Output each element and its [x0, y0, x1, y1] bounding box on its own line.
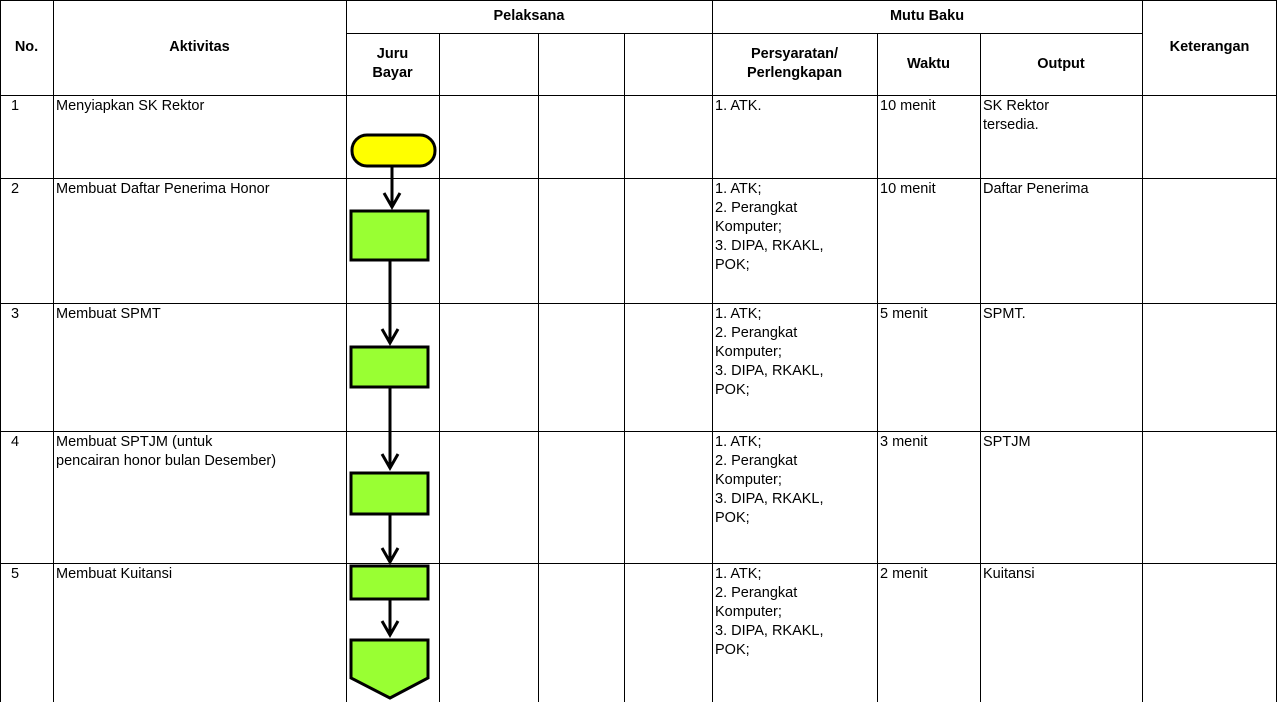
row-5-output: Kuitansi [983, 566, 1035, 582]
row-1-activity: Menyiapkan SK Rektor [56, 98, 205, 114]
process-box-step-4 [351, 473, 428, 514]
requirement-item: 1. ATK; [715, 181, 762, 197]
off-page-connector [351, 640, 428, 698]
requirement-item: 2. Perangkat Komputer; [715, 325, 798, 360]
row-2-no: 2 [11, 181, 20, 197]
header-quality-group: Mutu Baku [889, 8, 965, 24]
header-executor-juru-bayar: Juru Bayar [372, 46, 413, 81]
requirement-item: 3. DIPA, RKAKL, POK; [715, 363, 824, 398]
process-box-step-5 [351, 566, 428, 599]
header-time: Waktu [907, 55, 950, 72]
row-3-time: 5 menit [880, 306, 928, 322]
header-output: Output [1037, 55, 1085, 72]
row-1-no: 1 [11, 98, 20, 114]
row-3-activity: Membuat SPMT [56, 306, 161, 322]
requirement-item: 1. ATK; [715, 566, 762, 582]
requirement-item: 1. ATK; [715, 306, 762, 322]
requirement-item: 3. DIPA, RKAKL, POK; [715, 623, 824, 658]
header-requirements: Persyaratan/ Perlengkapan [746, 46, 843, 81]
header-executors-group: Pelaksana [493, 8, 565, 24]
row-5-time: 2 menit [880, 566, 928, 582]
row-3-no: 3 [11, 306, 20, 322]
requirement-item: 2. Perangkat Komputer; [715, 585, 798, 620]
row-1-time: 10 menit [880, 98, 936, 114]
row-1-output: SK Rektor tersedia. [983, 98, 1050, 133]
process-box-step-2 [351, 211, 428, 260]
row-4-output: SPTJM [983, 434, 1031, 450]
requirement-item: 1. ATK; [715, 434, 762, 450]
requirement-item: 1. ATK. [715, 98, 762, 114]
start-terminator [352, 135, 435, 166]
row-4-no: 4 [11, 434, 20, 450]
row-2-activity: Membuat Daftar Penerima Honor [56, 181, 270, 197]
row-5-no: 5 [11, 566, 20, 582]
row-4-time: 3 menit [880, 434, 928, 450]
row-4-activity: Membuat SPTJM (untuk pencairan honor bulan Desember) [56, 434, 277, 469]
requirement-item: 2. Perangkat Komputer; [715, 200, 798, 235]
header-no: No. [14, 39, 39, 55]
requirement-item: 3. DIPA, RKAKL, POK; [715, 491, 824, 526]
process-box-step-3 [351, 347, 428, 387]
row-2-output: Daftar Penerima [983, 181, 1089, 197]
requirement-item: 3. DIPA, RKAKL, POK; [715, 238, 824, 273]
requirement-item: 2. Perangkat Komputer; [715, 453, 798, 488]
row-3-output: SPMT. [983, 306, 1026, 322]
flow-shapes [351, 135, 435, 698]
row-5-activity: Membuat Kuitansi [56, 566, 173, 582]
header-notes: Keterangan [1169, 39, 1250, 55]
header-activity: Aktivitas [169, 39, 230, 55]
row-2-time: 10 menit [880, 181, 936, 197]
